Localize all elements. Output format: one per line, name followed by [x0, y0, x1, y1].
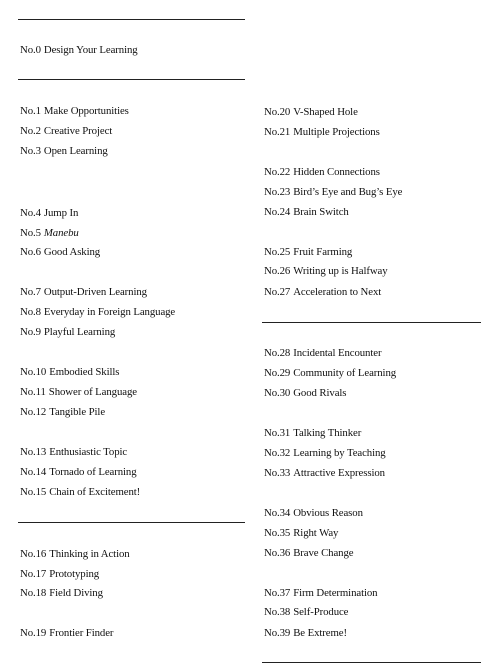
pattern-item-31: No.31 Talking Thinker [264, 427, 362, 439]
pattern-item-23: No.23 Bird’s Eye and Bug’s Eye [264, 186, 403, 198]
pattern-item-8: No.8 Everyday in Foreign Language [20, 306, 176, 318]
divider-right-1 [262, 322, 481, 323]
pattern-item-16: No.16 Thinking in Action [20, 548, 130, 560]
pattern-item-10: No.10 Embodied Skills [20, 366, 120, 378]
pattern-item-4: No.4 Jump In [20, 207, 79, 219]
pattern-item-6: No.6 Good Asking [20, 246, 101, 258]
pattern-item-12: No.12 Tangible Pile [20, 406, 106, 418]
divider-left-1 [18, 79, 245, 80]
pattern-item-32: No.32 Learning by Teaching [264, 447, 386, 459]
pattern-item-38: No.38 Self-Produce [264, 606, 349, 618]
pattern-item-22: No.22 Hidden Connections [264, 166, 380, 178]
pattern-item-37: No.37 Firm Determination [264, 587, 378, 599]
pattern-item-34: No.34 Obvious Reason [264, 507, 363, 519]
pattern-item-24: No.24 Brain Switch [264, 206, 349, 218]
pattern-item-27: No.27 Acceleration to Next [264, 286, 382, 298]
pattern-item-2: No.2 Creative Project [20, 125, 113, 137]
divider-top-left [18, 19, 245, 20]
pattern-item-17: No.17 Prototyping [20, 568, 100, 580]
pattern-item-25: No.25 Fruit Farming [264, 246, 353, 258]
pattern-item-9: No.9 Playful Learning [20, 326, 116, 338]
pattern-item-7: No.7 Output-Driven Learning [20, 286, 147, 298]
pattern-item-0: No.0 Design Your Learning [20, 44, 138, 56]
pattern-item-18: No.18 Field Diving [20, 587, 103, 599]
pattern-item-20: No.20 V-Shaped Hole [264, 106, 358, 118]
pattern-item-21: No.21 Multiple Projections [264, 126, 380, 138]
pattern-item-39: No.39 Be Extreme! [264, 627, 347, 639]
divider-left-2 [18, 522, 245, 523]
pattern-item-13: No.13 Enthusiastic Topic [20, 446, 128, 458]
pattern-item-3: No.3 Open Learning [20, 145, 108, 157]
pattern-item-36: No.36 Brave Change [264, 547, 354, 559]
pattern-item-15: No.15 Chain of Excitement! [20, 486, 141, 498]
pattern-item-5: No.5 Manebu [20, 227, 79, 239]
pattern-item-33: No.33 Attractive Expression [264, 467, 385, 479]
pattern-item-30: No.30 Good Rivals [264, 387, 347, 399]
divider-right-bottom [262, 662, 481, 663]
pattern-item-1: No.1 Make Opportunities [20, 105, 129, 117]
pattern-item-26: No.26 Writing up is Halfway [264, 265, 388, 277]
pattern-item-29: No.29 Community of Learning [264, 367, 397, 379]
pattern-item-19: No.19 Frontier Finder [20, 627, 114, 639]
pattern-item-35: No.35 Right Way [264, 527, 339, 539]
pattern-item-11: No.11 Shower of Language [20, 386, 137, 398]
pattern-item-28: No.28 Incidental Encounter [264, 347, 382, 359]
pattern-item-14: No.14 Tornado of Learning [20, 466, 137, 478]
